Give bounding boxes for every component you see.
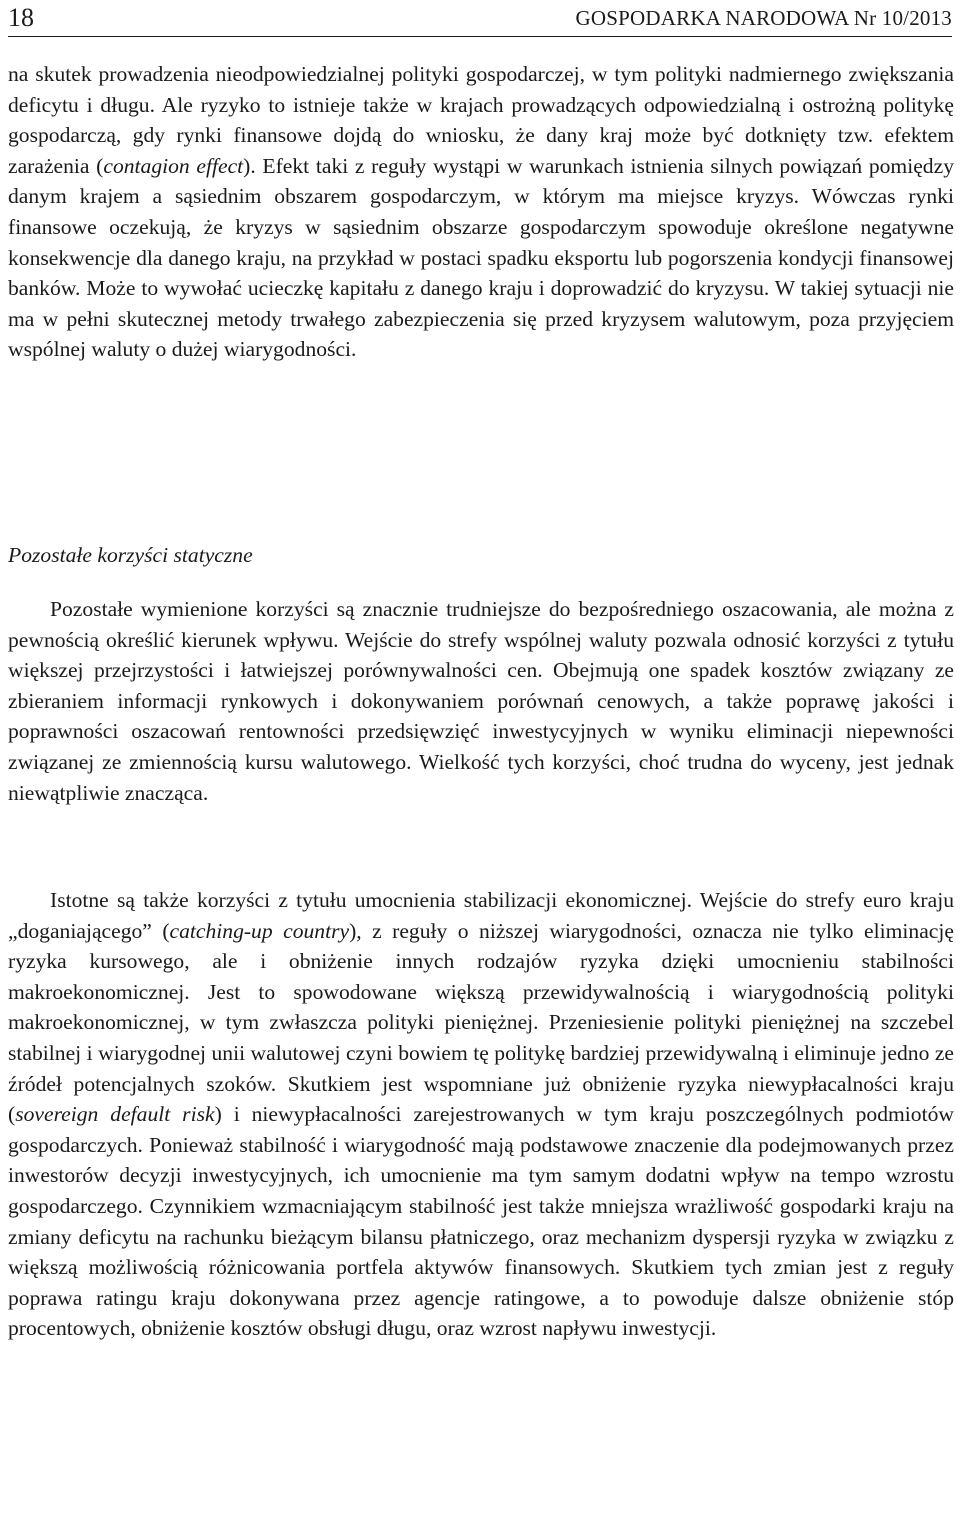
page-number: 18 — [8, 3, 34, 32]
paragraph-text: ). Efekt taki z reguły wystąpi w warunkach istnienia silnych powiązań pomiędzy danym krajem a sąsiednim obszarem gospodarczym, w którym ma miejsce kryzys. Wówczas rynki finansowe oczekują, że kryzys w sąsiednim obszarze gospodarczym spowoduje określone negatywne konsekwencje dla danego kraju, na przykład w postaci spadku eksportu lub pogorszenia kondycji finansowej banków. Może to wywołać ucieczkę kapitału z danego kraju i doprowadzić do kryzysu. W takiej sytuacji nie ma w pełni skutecznej metody trwałego zabezpieczenia się przed kryzysem walutowym, poza przyjęciem wspólnej waluty o dużej wiarygodności. — [8, 153, 954, 362]
text-block-transparency — [8, 594, 954, 808]
section-heading: Pozostałe korzyści statyczne — [8, 543, 253, 567]
paragraph-contagion — [8, 59, 954, 365]
paragraph-text: Istotne są także korzyści z tytułu umocnienia stabilizacji ekonomicznej. Wejście do strefy euro kraju „doganiającego” ( — [8, 888, 954, 943]
italic-term: contagion effect — [103, 153, 244, 178]
paragraph-text: ), z reguły o niższej wiarygodności, oznacza nie tylko eliminację ryzyka kursowego, ale i obniżenie innych rodzajów ryzyka dzięki umocnieniu stabilności makroekonomicznej. Jest to spowodowane większą przewidywalnością i wiarygodnością polityki makroekonomicznej, w tym zwłaszcza polityki pieniężnej. Przeniesienie polityki pieniężnej na szczebel stabilnej i wiarygodnej unii walutowej czyni bowiem tę politykę bardziej przewidywalną i eliminuje jedno ze źródeł potencjalnych szoków. Skutkiem jest wspomniane już obniżenie ryzyka niewypłacalności kraju ( — [8, 918, 954, 1127]
italic-term: sovereign default risk — [15, 1102, 215, 1127]
italic-term: catching-up country — [169, 918, 350, 943]
paragraph-transparency: Pozostałe wymienione korzyści są znacznie trudniejsze do bezpośredniego oszacowania, ale można z pewnością określić kierunek wpływu. Wejście do strefy wspólnej waluty pozwala odnosić korzyści z tytułu większej przejrzystości i łatwiejszej porównywalności cen. Obejmują one spadek kosztów związany ze zbieraniem informacji rynkowych i dokonywaniem porównań cenowych, a także poprawę jakości i poprawności oszacowań rentowności przedsięwzięć inwestycyjnych w wyniku eliminacji niepewności związanej ze zmiennością kursu walutowego. Wielkość tych korzyści, choć trudna do wyceny, jest jednak niewątpliwie znacząca. — [8, 597, 954, 805]
paragraph-text: na skutek prowadzenia nieodpowiedzialnej polityki gospodarczej, w tym polityki nadmiernego zwiększania deficytu i długu. Ale ryzyko to istnieje także w krajach prowadzących odpowiedzialną i ostrożną politykę gospodarczą, gdy rynki finansowe dojdą do wniosku, że dany kraj może być dotknięty tzw. efektem zarażenia ( — [8, 62, 954, 178]
paragraph-stabilization — [8, 885, 954, 1344]
text-block-contagion — [8, 59, 954, 365]
journal-title: GOSPODARKA NARODOWA Nr 10/2013 — [575, 6, 952, 30]
paragraph-text: ) i niewypłacalności zarejestrowanych w tym kraju poszczególnych podmiotów gospodarczych. Ponieważ stabilność i wiarygodność mają podstawowe znaczenie dla podejmowanych przez inwestorów decyzji inwestycyjnych, ich umocnienie ma tym samym dodatni wpływ na tempo wzrostu gospodarczego. Czynnikiem wzmacniającym stabilność jest także mniejsza wrażliwość gospodarki kraju na zmiany deficytu na rachunku bieżącym bilansu płatniczego, oraz mechanizm dyspersji ryzyka w związku z większą możliwością różnicowania portfela aktywów finansowych. Skutkiem tych zmian jest z reguły poprawa ratingu kraju dokonywana przez agencje ratingowe, a to powoduje dalsze obniżenie stóp procentowych, obniżenie kosztów obsługi długu, oraz wzrost napływu inwestycji. — [8, 1102, 954, 1341]
running-header — [8, 0, 952, 37]
text-block-stabilization — [8, 885, 954, 1344]
